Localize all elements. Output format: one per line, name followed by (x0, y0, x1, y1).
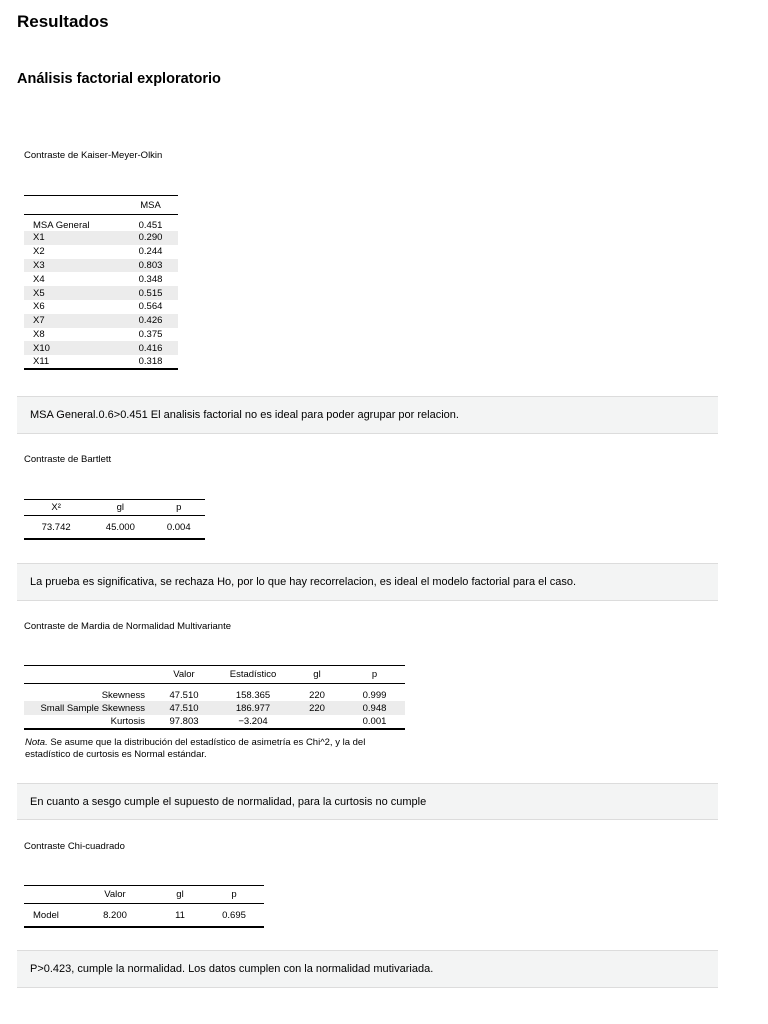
mardia-table (24, 665, 405, 730)
table-row: X11 0.318 (24, 355, 178, 369)
table-row: Kurtosis 97.803 −3.204 0.001 (24, 715, 405, 729)
column-header: Estadístico (216, 666, 290, 684)
mardia-caption: Contraste de Mardia de Normalidad Multivariante (24, 621, 231, 632)
kmo-caption: Contraste de Kaiser-Meyer-Olkin (24, 150, 163, 161)
table-row: Skewness 47.510 158.365 220 0.999 (101, 690, 387, 701)
column-header: gl (88, 500, 152, 516)
table-row: X8 0.375 (33, 328, 163, 340)
chi-caption: Contraste Chi-cuadrado (24, 841, 125, 852)
column-header (24, 196, 123, 215)
column-header: p (344, 666, 405, 684)
page-title: Resultados (17, 12, 109, 31)
column-header (24, 886, 74, 904)
table-row: X5 0.515 (24, 286, 178, 300)
note-text: MSA General.0.6>0.451 El analisis factorial no es ideal para poder agrupar por relacion. (30, 409, 459, 421)
column-header: p (204, 886, 264, 904)
table-header-row (24, 886, 264, 904)
column-header: gl (290, 666, 344, 684)
mardia-note (17, 783, 718, 820)
table-row: 73.742 45.000 0.004 (24, 516, 205, 540)
column-header: X² (24, 500, 88, 516)
mardia-footnote (25, 737, 405, 761)
note-text: La prueba es significativa, se rechaza Ho, por lo que hay recorrelacion, es ideal el modelo factorial para el caso. (30, 576, 577, 588)
column-header: Valor (152, 666, 216, 684)
kmo-table (24, 195, 178, 370)
note-text: En cuanto a sesgo cumple el supuesto de normalidad, para la curtosis no cumple (30, 795, 427, 808)
table-row: X6 0.564 (33, 301, 163, 313)
table-row: X10 0.416 (24, 341, 178, 355)
table-row: X3 0.803 (24, 259, 178, 273)
column-header: p (152, 500, 205, 516)
column-header: Valor (74, 886, 156, 904)
table-header-row (24, 196, 178, 215)
table-header-row (24, 500, 205, 516)
table-row: X4 0.348 (33, 273, 163, 285)
bartlett-caption: Contraste de Bartlett (24, 454, 112, 465)
kmo-note (17, 396, 718, 434)
bartlett-note (17, 563, 718, 601)
column-header (24, 666, 152, 684)
footnote-text: Se asume que la distribución del estadístico de asimetría es Chi^2, y la del estadístico de curtosis es Normal estándar. (25, 737, 366, 760)
bartlett-table (24, 499, 205, 540)
table-row: X7 0.426 (24, 314, 178, 328)
chi-note (17, 950, 718, 988)
table-header-row (24, 666, 405, 684)
chi-table (24, 885, 264, 928)
table-row: Small Sample Skewness 47.510 186.977 220 0.948 (24, 701, 405, 715)
table-row: X1 0.290 (24, 231, 178, 245)
table-row: Model 8.200 11 0.695 (24, 904, 264, 928)
table-row: X2 0.244 (33, 246, 163, 258)
footnote-label: Nota. (25, 737, 48, 748)
note-text: P>0.423, cumple la normalidad. Los datos cumplen con la normalidad mutivariada. (30, 963, 434, 975)
section-title: Análisis factorial exploratorio (17, 71, 221, 87)
column-header: gl (156, 886, 204, 904)
column-header: MSA (123, 196, 178, 215)
table-row: MSA General 0.451 (33, 220, 163, 231)
